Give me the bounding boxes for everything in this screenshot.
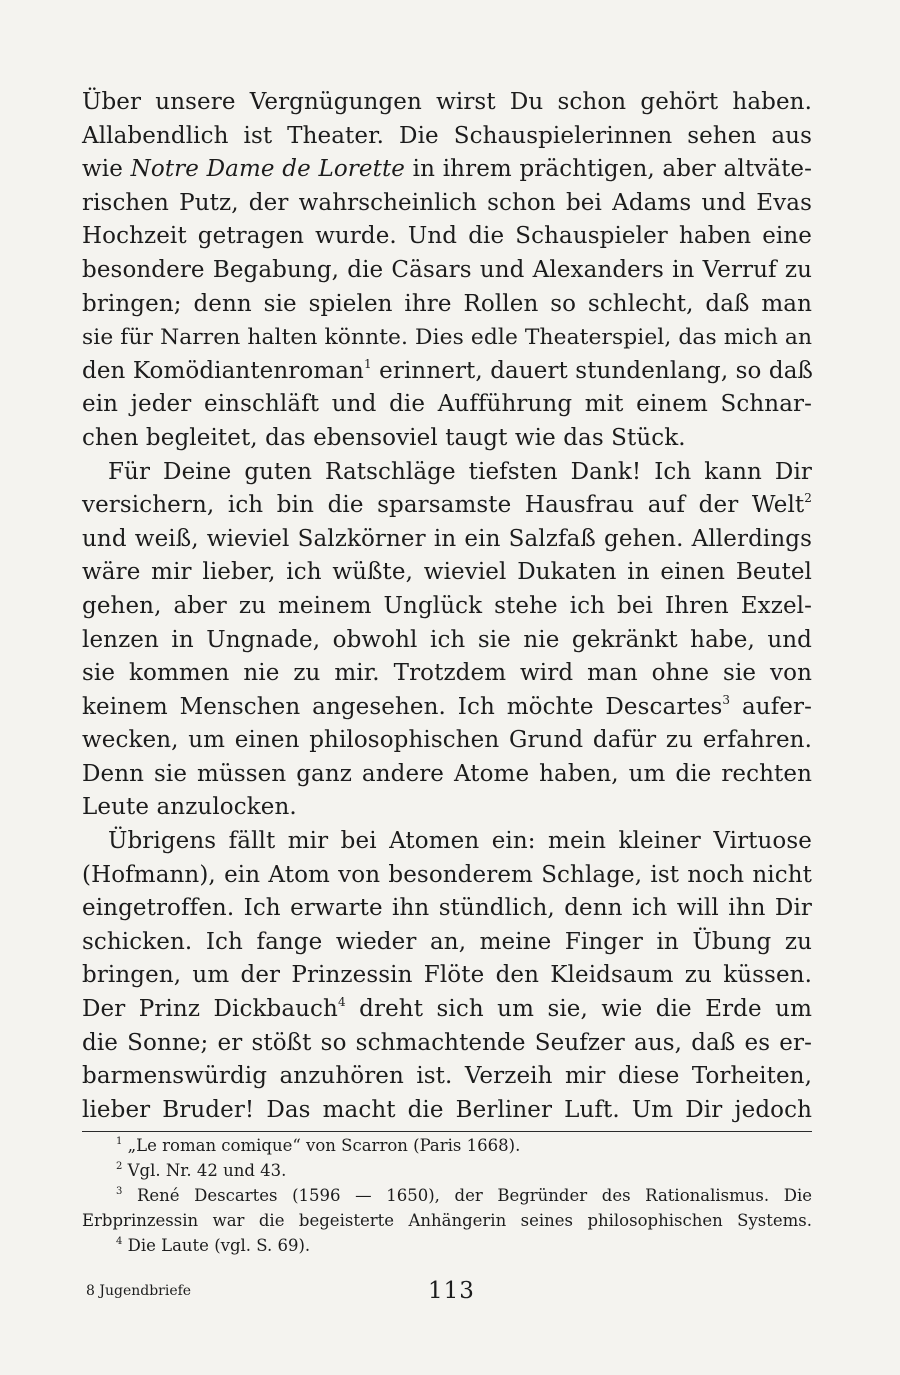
- text-line: Für Deine guten Ratschläge tiefsten Dank! Ich kann Dir: [108, 458, 812, 485]
- text-line: Übrigens fällt mir bei Atomen ein: mein kleiner Virtuose: [108, 828, 812, 855]
- footnote-marker: 3: [722, 692, 731, 707]
- footnote-number: 4: [116, 1236, 123, 1247]
- text-line: besondere Begabung, die Cäsars und Alexanders in Verruf zu: [82, 256, 812, 283]
- text-line: Leute anzulocken.: [82, 794, 297, 821]
- text-line: lieber Bruder! Das macht die Berliner Luft. Um Dir jedoch: [82, 1096, 812, 1123]
- footnote-number: 2: [116, 1161, 123, 1172]
- text-line: den Komödiantenroman$^1$ erinnert, dauert stundenlang, so daß: [82, 356, 814, 384]
- footnote: $^4$ Die Laute (vgl. S. 69).: [116, 1236, 311, 1255]
- page-number: 113: [428, 1278, 475, 1304]
- text-line: sie für Narren halten könnte. Dies edle Theaterspiel, das mich an: [82, 325, 813, 351]
- body-text: [82, 86, 812, 1127]
- text-line: versichern, ich bin die sparsamste Hausfrau auf der Welt$^2$: [82, 491, 812, 519]
- text-line: Allabendlich ist Theater. Die Schauspielerinnen sehen aus: [82, 122, 812, 149]
- footnote-marker: 2: [804, 491, 812, 506]
- text-line: eingetroffen. Ich erwarte ihn stündlich, denn ich will ihn Dir: [82, 895, 812, 922]
- footnote: Erbprinzessin war die begeisterte Anhängerin seines philosophischen Systems.: [82, 1211, 812, 1230]
- text-line: bringen, um der Prinzessin Flöte den Kleidsaum zu küssen.: [82, 962, 812, 989]
- text-line: barmenswürdig anzuhören ist. Verzeih mir diese Torheiten,: [82, 1063, 812, 1090]
- text-line: keinem Menschen angesehen. Ich möchte Descartes$^3$ aufer-: [82, 692, 812, 720]
- footnote-number: 3: [116, 1186, 123, 1197]
- text-line: Hochzeit getragen wurde. Und die Schauspieler haben eine: [82, 223, 812, 250]
- text-line: chen begleitet, das ebensoviel taugt wie das Stück.: [82, 424, 686, 451]
- footnote-marker: 4: [337, 995, 346, 1010]
- footnote: $^1$ „Le roman comique“ von Scarron (Paris 1668).: [116, 1136, 521, 1155]
- printer-signature: 8 Jugendbriefe: [86, 1283, 192, 1299]
- text-line: lenzen in Ungnade, obwohl ich sie nie gekränkt habe, und: [82, 626, 812, 653]
- text-line: rischen Putz, der wahrscheinlich schon bei Adams und Evas: [82, 189, 812, 216]
- text-line: Denn sie müssen ganz andere Atome haben, um die rechten: [82, 760, 812, 787]
- footnote: $^3$ René Descartes (1596 — 1650), der Begründer des Rationalismus. Die: [116, 1186, 812, 1205]
- footnote-marker: 1: [363, 356, 372, 371]
- footnote-number: 1: [116, 1136, 123, 1147]
- text-line: die Sonne; er stößt so schmachtende Seufzer aus, daß es er-: [82, 1029, 812, 1056]
- text-line: bringen; denn sie spielen ihre Rollen so schlecht, daß man: [82, 290, 812, 317]
- footnotes: [82, 1133, 812, 1258]
- text-line: wecken, um einen philosophischen Grund dafür zu erfahren.: [82, 727, 812, 754]
- text-line: und weiß, wieviel Salzkörner in ein Salzfaß gehen. Allerdings: [82, 525, 812, 552]
- footnote: $^2$ Vgl. Nr. 42 und 43.: [116, 1161, 287, 1180]
- text-line: Der Prinz Dickbauch$^4$ dreht sich um sie, wie die Erde um: [82, 995, 812, 1023]
- italic-title: Notre Dame de Lorette: [130, 156, 406, 183]
- text-line: schicken. Ich fange wieder an, meine Finger in Übung zu: [82, 928, 812, 955]
- text-line: sie kommen nie zu mir. Trotzdem wird man ohne sie von: [82, 660, 812, 687]
- text-line: (Hofmann), ein Atom von besonderem Schlage, ist noch nicht: [82, 861, 812, 888]
- text-line: wie Notre Dame de Lorette in ihrem prächtigen, aber altväte-: [82, 156, 812, 183]
- text-line: gehen, aber zu meinem Unglück stehe ich bei Ihren Exzel-: [82, 592, 812, 619]
- text-line: ein jeder einschläft und die Aufführung mit einem Schnar-: [82, 391, 812, 418]
- text-line: wäre mir lieber, ich wüßte, wieviel Dukaten in einen Beutel: [82, 559, 812, 586]
- text-line: Über unsere Vergnügungen wirst Du schon gehört haben.: [82, 89, 812, 115]
- footnote-rule: [82, 1131, 812, 1132]
